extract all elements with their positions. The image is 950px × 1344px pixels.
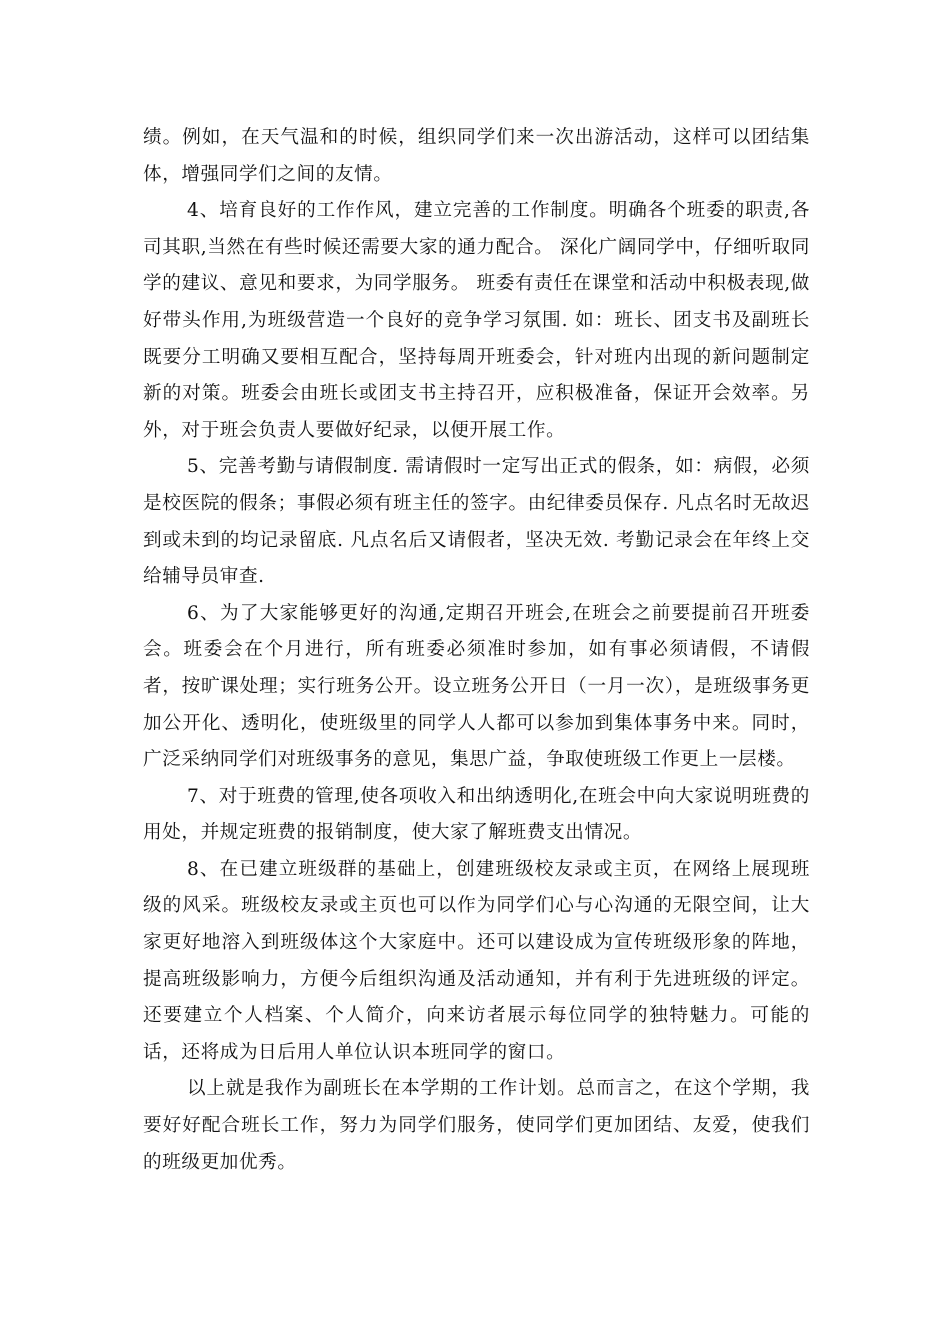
paragraph-item-7: 7、对于班费的管理,使各项收入和出纳透明化,在班会中向大家说明班费的用处，并规定班费的报销制度，使大家了解班费支出情况。 bbox=[143, 785, 810, 844]
paragraph-conclusion: 以上就是我作为副班长在本学期的工作计划。总而言之，在这个学期，我要好好配合班长工作，努力为同学们服务，使同学们更加团结、友爱，使我们的班级更加优秀。 bbox=[143, 1078, 810, 1173]
paragraph-continuation: 绩。例如，在天气温和的时候，组织同学们来一次出游活动，这样可以团结集体，增强同学们之间的友情。 bbox=[143, 127, 810, 185]
paragraph-item-4: 4、培育良好的工作作风，建立完善的工作制度。明确各个班委的职责,各司其职,当然在有些时候还需要大家的通力配合。 深化广阔同学中，仔细听取同学的建议、意见和要求，为同学服务。 班委有责任在课堂和活动中积极表现,做好带头作用,为班级营造一个良好的竞争学习氛围. 如：班长、团支书及副班长既要分工明确又要相互配合，坚持每周开班委会，针对班内出现的新问题制定新的对策。班委会由班长或团支书主持召开，应积极准备，保证开会效率。另外，对于班会负责人要做好纪录，以便开展工作。 bbox=[143, 200, 810, 441]
paragraph-item-6: 6、为了大家能够更好的沟通,定期召开班会,在班会之前要提前召开班委会。班委会在个月进行，所有班委必须准时参加，如有事必须请假，不请假者，按旷课处理；实行班务公开。设立班务公开日（一月一次），是班级事务更加公开化、透明化，使班级里的同学人人都可以参加到集体事务中来。同时，广泛采纳同学们对班级事务的意见，集思广益，争取使班级工作更上一层楼。 bbox=[143, 602, 810, 771]
document-body bbox=[143, 120, 810, 1181]
paragraph-item-5: 5、完善考勤与请假制度. 需请假时一定写出正式的假条，如：病假，必须是校医院的假条；事假必须有班主任的签字。由纪律委员保存. 凡点名时无故迟到或未到的均记录留底. 凡点名后又请假者，坚决无效. 考勤记录会在年终上交给辅导员审查. bbox=[143, 456, 810, 588]
paragraph-item-8: 8、在已建立班级群的基础上，创建班级校友录或主页，在网络上展现班级的风采。班级校友录或主页也可以作为同学们心与心沟通的无限空间，让大家更好地溶入到班级体这个大家庭中。还可以建设成为宣传班级形象的阵地，提高班级影响力，方便今后组织沟通及活动通知，并有利于先进班级的评定。还要建立个人档案、个人简介，向来访者展示每位同学的独特魅力。可能的话，还将成为日后用人单位认识本班同学的窗口。 bbox=[143, 858, 810, 1063]
